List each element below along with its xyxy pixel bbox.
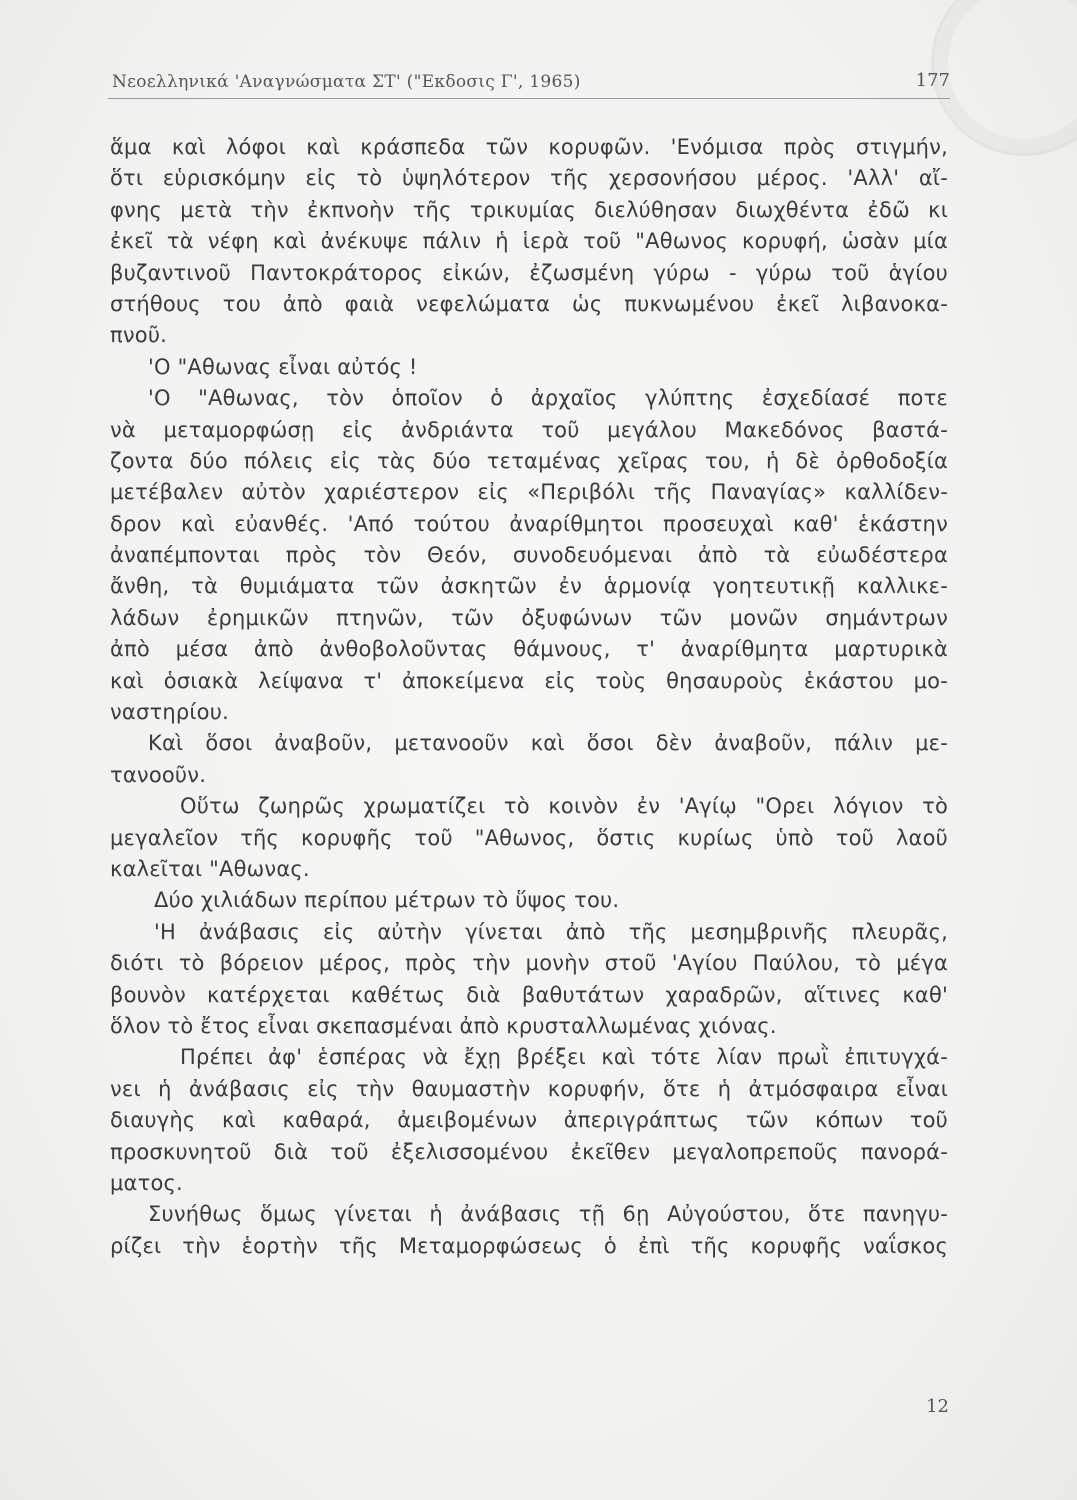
text-line: μετέβαλεν αὐτὸν χαριέστερον εἰς «Περιβόλι τῆς Παναγίας» καλλίδεν- [110,480,948,505]
text-line: Καὶ ὅσοι ἀναβοῦν, μετανοοῦν καὶ ὅσοι δὲν ἀναβοῦν, πάλιν με- [148,731,948,756]
text-line: βυζαντινοῦ Παντοκράτορος εἰκών, ἐζωσμένη γύρω - γύρω τοῦ ἁγίου [110,260,948,285]
text-line: Συνήθως ὅμως γίνεται ἡ ἀνάβασις τῇ 6ῃ Αὐγούστου, ὅτε πανηγυ- [148,1202,948,1227]
running-header [108,68,950,99]
signature-mark: 12 [926,1396,949,1417]
page-number: 177 [915,70,950,91]
text-line: 'Ο "Αθωνας εἶναι αὐτός ! [148,354,418,379]
text-line: ὅτι εὑρισκόμην εἰς τὸ ὑψηλότερον τῆς χερσονήσου μέρος. 'Αλλ' αἴ- [110,166,948,191]
text-line: πνοῦ. [110,323,168,348]
text-line: 'Η ἀνάβασις εἰς αὐτὴν γίνεται ἀπὸ τῆς μεσημβρινῆς πλευρᾶς, [154,919,948,944]
library-stamp-icon [931,0,1077,156]
text-line: ἐκεῖ τὰ νέφη καὶ ἀνέκυψε πάλιν ἡ ἱερὰ τοῦ "Αθωνος κορυφή, ὡσὰν μία [110,229,948,254]
text-line: ναστηρίου. [110,700,229,725]
text-line: νει ἡ ἀνάβασις εἰς τὴν θαυμαστὴν κορυφήν, ὅτε ἡ ἀτμόσφαιρα εἶναι [110,1076,948,1101]
running-title: Νεοελληνικά 'Αναγνώσματα ΣΤ' ("Εκδοσις Γ', 1965) [112,72,581,92]
text-line: ἀναπέμπονται πρὸς τὸν Θεόν, συνοδευόμεναι ἀπὸ τὰ εὐωδέστερα [110,543,948,568]
text-line: δρον καὶ εὐανθές. 'Από τούτου ἀναρίθμητοι προσευχαὶ καθ' ἑκάστην [110,511,948,536]
text-line: νὰ μεταμορφώσῃ εἰς ἀνδριάντα τοῦ μεγάλου Μακεδόνος βαστά- [110,417,948,442]
text-line: καὶ ὁσιακὰ λείψανα τ' ἀποκείμενα εἰς τοὺς θησαυροὺς ἑκάστου μο- [110,668,948,693]
text-line: προσκυνητοῦ διὰ τοῦ ἐξελισσομένου ἐκεῖθεν μεγαλοπρεποῦς πανορά- [110,1139,948,1164]
text-line: μεγαλεῖον τῆς κορυφῆς τοῦ "Αθωνος, ὅστις κυρίως ὑπὸ τοῦ λαοῦ [110,825,948,850]
text-line: ὅλον τὸ ἔτος εἶναι σκεπασμέναι ἀπὸ κρυσταλλωμένας χιόνας. [110,1013,777,1038]
text-line: διότι τὸ βόρειον μέρος, πρὸς τὴν μονὴν στοῦ 'Αγίου Παύλου, τὸ μέγα [110,951,948,976]
text-line: διαυγὴς καὶ καθαρά, ἀμειβομένων ἀπεριγράπτως τῶν κόπων τοῦ [110,1108,948,1133]
text-line: λάδων ἐρημικῶν πτηνῶν, τῶν ὀξυφώνων τῶν μονῶν σημάντρων [110,605,948,630]
text-line: τανοοῦν. [110,762,207,787]
text-line: ζοντα δύο πόλεις εἰς τὰς δύο τεταμένας χεῖρας του, ἡ δὲ ὀρθοδοξία [110,448,948,473]
text-line: στήθους του ἀπὸ φαιὰ νεφελώματα ὡς πυκνωμένου ἐκεῖ λιβανοκα- [110,291,948,316]
text-line: Δύο χιλιάδων περίπου μέτρων τὸ ὕψος του. [154,888,620,913]
text-line: Οὕτω ζωηρῶς χρωματίζει τὸ κοινὸν ἐν 'Αγίῳ "Ορει λόγιον τὸ [180,794,948,819]
text-line: ματος. [110,1170,183,1195]
text-line: ἄνθη, τὰ θυμιάματα τῶν ἀσκητῶν ἐν ἁρμονίᾳ γοητευτικῇ καλλικε- [110,574,948,599]
text-line: ἅμα καὶ λόφοι καὶ κράσπεδα τῶν κορυφῶν. 'Ενόμισα πρὸς στιγμήν, [110,135,948,159]
text-line: ἀπὸ μέσα ἀπὸ ἀνθοβολοῦντας θάμνους, τ' ἀναρίθμητα μαρτυρικὰ [110,637,948,662]
text-line: φνης μετὰ τὴν ἐκπνοὴν τῆς τρικυμίας διελύθησαν διωχθέντα ἐδῶ κι [110,197,948,222]
body-text [110,132,948,1262]
text-line: ρίζει τὴν ἑορτὴν τῆς Μεταμορφώσεως ὁ ἐπὶ τῆς κορυφῆς ναΐσκος [110,1233,948,1258]
text-line: καλεῖται "Αθωνας. [110,856,310,881]
text-line: βουνὸν κατέρχεται καθέτως διὰ βαθυτάτων χαραδρῶν, αἵτινες καθ' [110,982,948,1007]
text-line: Πρέπει ἀφ' ἑσπέρας νὰ ἔχῃ βρέξει καὶ τότε λίαν πρωῒ ἐπιτυγχά- [180,1045,948,1070]
text-line: 'Ο "Αθωνας, τὸν ὁποῖον ὁ ἀρχαῖος γλύπτης ἐσχεδίασέ ποτε [148,386,948,411]
